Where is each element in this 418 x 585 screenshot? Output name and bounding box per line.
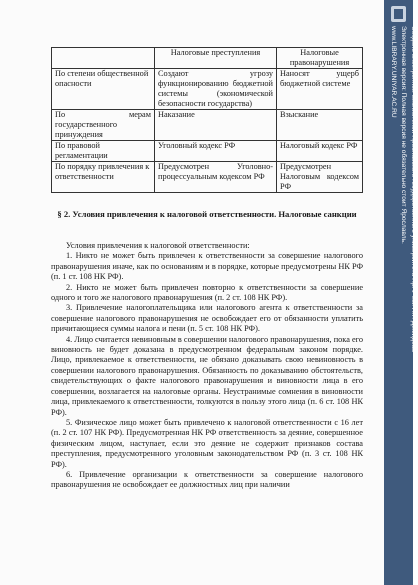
table-row	[52, 110, 363, 141]
table-header-row	[52, 48, 363, 69]
paragraph: 5. Физическое лицо может быть привлечено к налоговой ответственности с 16 лет (п. 2 ст. 107 НК РФ). Предусмотренная НК РФ ответственность за деяние, совершенное физическим лицом, наступает, если это деяние не содержит признаков состава преступления, предусмотренного уголовным законодательством РФ (п. 3 ст. 108 НК РФ).	[51, 417, 363, 469]
sidebar-caption	[388, 26, 418, 446]
sidebar-url: www.LIBRARY.UNIYAR.AC.RU	[390, 26, 397, 118]
paragraph: Условия привлечения к налоговой ответственности:	[66, 241, 250, 250]
table-cell: Создают угрозу функционированию бюджетной системы (экономической безопасности государства)	[155, 69, 277, 110]
table-row	[52, 141, 363, 162]
library-sidebar	[384, 0, 417, 585]
paragraph: 4. Лицо считается невиновным в совершении налогового правонарушения, пока его виновность не будет доказана в предусмотренном федеральным законом порядке. Лицо, привлекаемое к ответственности, не обязано доказывать свою невиновность в совершении налогового правонарушения. Обязанность по доказыванию обстоятельств, свидетельствующих о факте налогового правонарушения и виновности лица в его совершении, возлагается на налоговые органы. Неустранимые сомнения в виновности лица, привлекаемого к ответственности, толкуются в пользу этого лица (п. 6 ст. 108 НК РФ).	[51, 334, 363, 417]
body-text	[51, 241, 363, 491]
sidebar-line: Создано электронной библиотекой Ярославского государственного университета ЯрГУ им. П.Г. Демидова	[410, 26, 417, 352]
table-cell: Уголовный кодекс РФ	[155, 141, 277, 162]
table-cell: Взыскание	[277, 110, 363, 141]
table-header-cell: Налоговые преступления	[155, 48, 277, 69]
table-row	[52, 69, 363, 110]
table-cell: Наказание	[155, 110, 277, 141]
table-row	[52, 162, 363, 193]
section-title: § 2. Условия привлечения к налоговой ответственности. Налоговые санкции	[57, 209, 357, 219]
table-cell: По порядку привлечения к ответственности	[52, 162, 155, 193]
table-cell: Предусмотрен Уголовно-процессуальным кодексом РФ	[155, 162, 277, 193]
crimes-vs-offenses-table	[51, 47, 363, 193]
table-cell: Наносят ущерб бюджетной системе	[277, 69, 363, 110]
book-icon	[391, 6, 406, 22]
table-cell: По мерам государственного принуждения	[52, 110, 155, 141]
paragraph: 2. Никто не может быть привлечен повторно к ответственности за совершение одного и того же налогового правонарушения (п. 2 ст. 108 НК РФ).	[51, 282, 363, 303]
paragraph: 1. Никто не может быть привлечен к ответственности за совершение налогового правонарушения иначе, как по основаниям и в порядке, которые предусмотрены НК РФ (п. 1 ст. 108 НК РФ).	[51, 251, 363, 282]
table-cell: По правовой регламентации	[52, 141, 155, 162]
paragraph: 3. Привлечение налогоплательщика или налогового агента к ответственности за совершение налогового правонарушения не освобождает его от обязанности уплатить причитающиеся суммы налога и пени (п. 5 ст. 108 НК РФ).	[51, 303, 363, 334]
sidebar-line: Электронная версия: Полная версия не обязательно стоит Ярославль.	[400, 26, 407, 244]
table-cell: Предусмотрен Налоговым кодексом РФ	[277, 162, 363, 193]
table-header-cell	[52, 48, 155, 69]
table-cell: По степени общественной опасности	[52, 69, 155, 110]
table-header-cell: Налоговые правонарушения	[277, 48, 363, 69]
paragraph: 6. Привлечение организации к ответственности за совершение налогового правонарушения не освобождает ее должностных лиц при наличии	[51, 469, 363, 490]
table-cell: Налоговый кодекс РФ	[277, 141, 363, 162]
